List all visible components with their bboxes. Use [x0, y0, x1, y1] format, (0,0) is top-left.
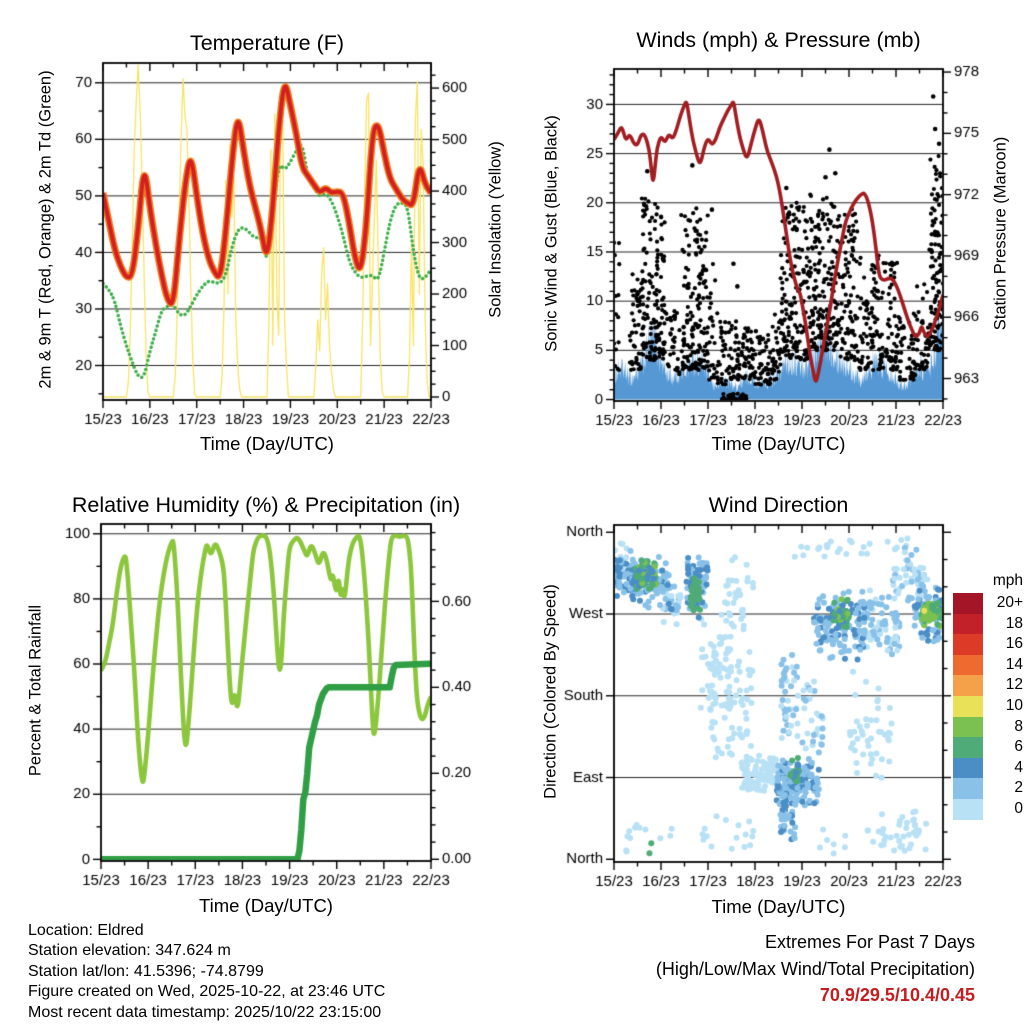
colorbar-swatch	[953, 737, 983, 758]
colorbar-label: 10	[1005, 697, 1023, 714]
colorbar-label: 8	[1014, 717, 1023, 735]
station-info-footer	[28, 921, 385, 1023]
colorbar-swatch	[953, 778, 983, 799]
temperature-x-axis-label: Time (Day/UTC)	[200, 433, 334, 454]
wind-direction-panel-title: Wind Direction	[708, 493, 849, 517]
humidity-x-axis-label: Time (Day/UTC)	[199, 895, 333, 916]
extremes-block	[656, 929, 975, 1009]
solar-insolation-axis-label: Solar Insolation (Yellow)	[486, 141, 505, 318]
colorbar-label: 2	[1014, 779, 1023, 797]
footer-elevation: Station elevation: 347.624 m	[28, 942, 231, 960]
colorbar-swatch	[953, 614, 983, 635]
colorbar-label: 6	[1014, 738, 1023, 756]
footer-created: Figure created on Wed, 2025-10-22, at 23:46 UTC	[28, 983, 386, 1001]
extremes-title: Extremes For Past 7 Days	[764, 932, 975, 952]
colorbar-swatch	[953, 799, 983, 820]
colorbar-swatch	[953, 696, 983, 717]
colorbar-unit-label: mph	[992, 572, 1023, 589]
colorbar-swatch	[953, 655, 983, 676]
humidity-precip-panel-title: Relative Humidity (%) & Precipitation (in)	[71, 493, 461, 517]
footer-latlon: Station lat/lon: 41.5396; -74.8799	[28, 962, 264, 980]
colorbar-label: 14	[1005, 655, 1023, 673]
footer-location: Location: Eldred	[28, 922, 144, 939]
temperature-y-axis-label: 2m & 9m T (Red, Orange) & 2m Td (Green)	[36, 70, 55, 389]
colorbar-label: 4	[1014, 758, 1023, 776]
temperature-panel-title: Temperature (F)	[189, 31, 345, 55]
footer-timestamp: Most recent data timestamp: 2025/10/22 23:15:00	[28, 1003, 382, 1021]
colorbar-swatch	[953, 634, 983, 655]
colorbar-swatch	[953, 717, 983, 738]
colorbar-label: 18	[1005, 614, 1023, 632]
station-pressure-axis-label: Station Pressure (Maroon)	[991, 136, 1010, 331]
percent-rainfall-axis-label: Percent & Total Rainfall	[26, 604, 45, 777]
direction-x-axis-label: Time (Day/UTC)	[711, 896, 846, 917]
winds-x-axis-label: Time (Day/UTC)	[711, 433, 846, 454]
colorbar-swatch	[953, 675, 983, 696]
wind-gust-axis-label: Sonic Wind & Gust (Blue, Black)	[542, 115, 561, 352]
colorbar-label: 20+	[996, 594, 1023, 611]
colorbar-swatch	[953, 593, 983, 614]
extremes-values: 70.9/29.5/10.4/0.45	[819, 985, 975, 1005]
speed-colorbar	[953, 593, 1024, 819]
direction-axis-label: Direction (Colored By Speed)	[541, 584, 560, 799]
colorbar-label: 16	[1005, 635, 1023, 653]
colorbar-label: 12	[1005, 676, 1023, 694]
colorbar-label: 0	[1014, 800, 1023, 817]
colorbar-swatch	[953, 758, 983, 779]
winds-pressure-panel-title: Winds (mph) & Pressure (mb)	[636, 28, 921, 52]
extremes-subtitle: (High/Low/Max Wind/Total Precipitation)	[655, 958, 975, 979]
